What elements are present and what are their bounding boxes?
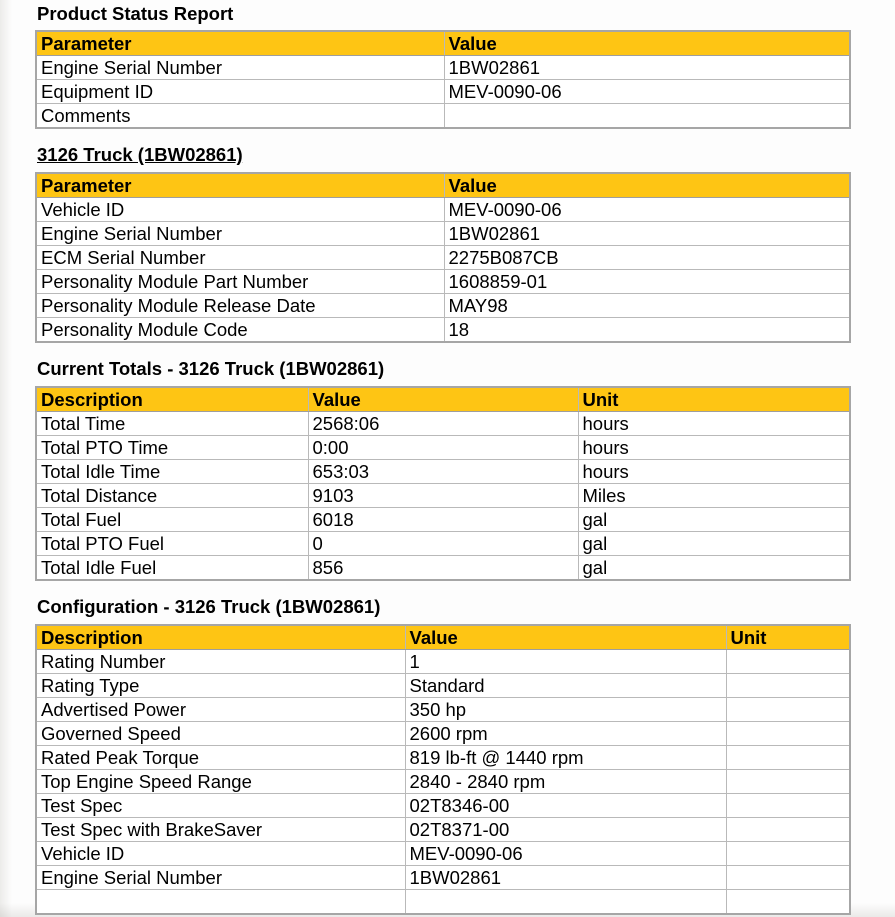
- description-cell: Total Idle Fuel: [36, 556, 308, 581]
- table-row: [36, 412, 850, 436]
- table-row: [36, 104, 850, 129]
- description-cell: Rating Type: [36, 674, 405, 698]
- table-row: [36, 56, 850, 80]
- section-heading-configuration: Configuration - 3126 Truck (1BW02861): [37, 596, 381, 617]
- column-header-value: Value: [444, 31, 850, 56]
- value-cell: 350 hp: [405, 698, 726, 722]
- parameter-cell: Personality Module Code: [36, 318, 444, 343]
- value-cell: 1BW02861: [444, 222, 850, 246]
- description-cell: Test Spec: [36, 794, 405, 818]
- table-row: [36, 222, 850, 246]
- parameter-cell: ECM Serial Number: [36, 246, 444, 270]
- value-cell: 1BW02861: [444, 56, 850, 80]
- unit-cell: [726, 866, 850, 890]
- value-cell: 2275B087CB: [444, 246, 850, 270]
- value-cell: 0:00: [308, 436, 578, 460]
- value-cell: 18: [444, 318, 850, 343]
- table-row: [36, 484, 850, 508]
- description-cell: Total PTO Fuel: [36, 532, 308, 556]
- table-row: [36, 818, 850, 842]
- value-cell: 819 lb-ft @ 1440 rpm: [405, 746, 726, 770]
- column-header-value: Value: [444, 173, 850, 198]
- section-heading-truck: 3126 Truck (1BW02861): [37, 144, 243, 165]
- column-header-unit: Unit: [726, 625, 850, 650]
- unit-cell: [726, 794, 850, 818]
- parameter-cell: Comments: [36, 104, 444, 129]
- section-heading-current-totals: Current Totals - 3126 Truck (1BW02861): [37, 358, 385, 379]
- unit-cell: [726, 698, 850, 722]
- unit-cell: [726, 674, 850, 698]
- description-cell: Engine Serial Number: [36, 866, 405, 890]
- value-cell: 02T8371-00: [405, 818, 726, 842]
- unit-cell: [726, 818, 850, 842]
- unit-cell: Miles: [578, 484, 850, 508]
- value-cell: MEV-0090-06: [405, 842, 726, 866]
- description-cell: Rating Number: [36, 650, 405, 674]
- description-cell: Top Engine Speed Range: [36, 770, 405, 794]
- description-cell: Test Spec with BrakeSaver: [36, 818, 405, 842]
- value-cell: 1608859-01: [444, 270, 850, 294]
- column-header-value: Value: [405, 625, 726, 650]
- table-row: [36, 746, 850, 770]
- column-header-description: Description: [36, 625, 405, 650]
- value-cell: MAY98: [444, 294, 850, 318]
- value-cell: 653:03: [308, 460, 578, 484]
- table-header-row: [36, 31, 850, 56]
- table-row: [36, 698, 850, 722]
- table-row: [36, 532, 850, 556]
- table-row: [36, 650, 850, 674]
- column-header-value: Value: [308, 387, 578, 412]
- description-cell: [36, 890, 405, 914]
- parameter-cell: Personality Module Release Date: [36, 294, 444, 318]
- description-cell: Vehicle ID: [36, 842, 405, 866]
- table-row: [36, 460, 850, 484]
- description-cell: Governed Speed: [36, 722, 405, 746]
- value-cell: 2840 - 2840 rpm: [405, 770, 726, 794]
- table-row-partial: [36, 890, 850, 914]
- table-row: [36, 294, 850, 318]
- table-row: [36, 794, 850, 818]
- value-cell: 6018: [308, 508, 578, 532]
- value-cell: 0: [308, 532, 578, 556]
- unit-cell: [726, 842, 850, 866]
- current-totals-table: [35, 386, 851, 581]
- unit-cell: gal: [578, 556, 850, 581]
- value-cell: [444, 104, 850, 129]
- table-row: [36, 318, 850, 343]
- value-cell: Standard: [405, 674, 726, 698]
- table-row: [36, 866, 850, 890]
- unit-cell: [726, 890, 850, 914]
- table-row: [36, 80, 850, 104]
- report-title: Product Status Report: [37, 3, 234, 24]
- value-cell: 2600 rpm: [405, 722, 726, 746]
- unit-cell: [726, 770, 850, 794]
- parameter-cell: Personality Module Part Number: [36, 270, 444, 294]
- value-cell: MEV-0090-06: [444, 198, 850, 222]
- parameter-cell: Vehicle ID: [36, 198, 444, 222]
- unit-cell: gal: [578, 508, 850, 532]
- table-header-row: [36, 387, 850, 412]
- table-row: [36, 722, 850, 746]
- value-cell: [405, 890, 726, 914]
- value-cell: 1BW02861: [405, 866, 726, 890]
- description-cell: Total Idle Time: [36, 460, 308, 484]
- table-row: [36, 436, 850, 460]
- table-row: [36, 556, 850, 581]
- description-cell: Total Fuel: [36, 508, 308, 532]
- table-row: [36, 674, 850, 698]
- table-header-row: [36, 173, 850, 198]
- description-cell: Rated Peak Torque: [36, 746, 405, 770]
- parameter-cell: Engine Serial Number: [36, 56, 444, 80]
- value-cell: 2568:06: [308, 412, 578, 436]
- table-row: [36, 770, 850, 794]
- table-row: [36, 270, 850, 294]
- value-cell: 02T8346-00: [405, 794, 726, 818]
- value-cell: MEV-0090-06: [444, 80, 850, 104]
- column-header-unit: Unit: [578, 387, 850, 412]
- parameter-cell: Engine Serial Number: [36, 222, 444, 246]
- description-cell: Total PTO Time: [36, 436, 308, 460]
- unit-cell: gal: [578, 532, 850, 556]
- column-header-parameter: Parameter: [36, 173, 444, 198]
- column-header-description: Description: [36, 387, 308, 412]
- unit-cell: hours: [578, 436, 850, 460]
- value-cell: 9103: [308, 484, 578, 508]
- table-row: [36, 198, 850, 222]
- value-cell: 856: [308, 556, 578, 581]
- column-header-parameter: Parameter: [36, 31, 444, 56]
- unit-cell: [726, 650, 850, 674]
- parameter-cell: Equipment ID: [36, 80, 444, 104]
- unit-cell: [726, 722, 850, 746]
- description-cell: Advertised Power: [36, 698, 405, 722]
- description-cell: Total Time: [36, 412, 308, 436]
- value-cell: 1: [405, 650, 726, 674]
- truck-parameters-table: [35, 172, 851, 343]
- table-header-row: [36, 625, 850, 650]
- description-cell: Total Distance: [36, 484, 308, 508]
- unit-cell: [726, 746, 850, 770]
- product-status-table: [35, 30, 851, 129]
- configuration-table: [35, 624, 851, 915]
- table-row: [36, 246, 850, 270]
- table-row: [36, 508, 850, 532]
- table-row: [36, 842, 850, 866]
- unit-cell: hours: [578, 460, 850, 484]
- unit-cell: hours: [578, 412, 850, 436]
